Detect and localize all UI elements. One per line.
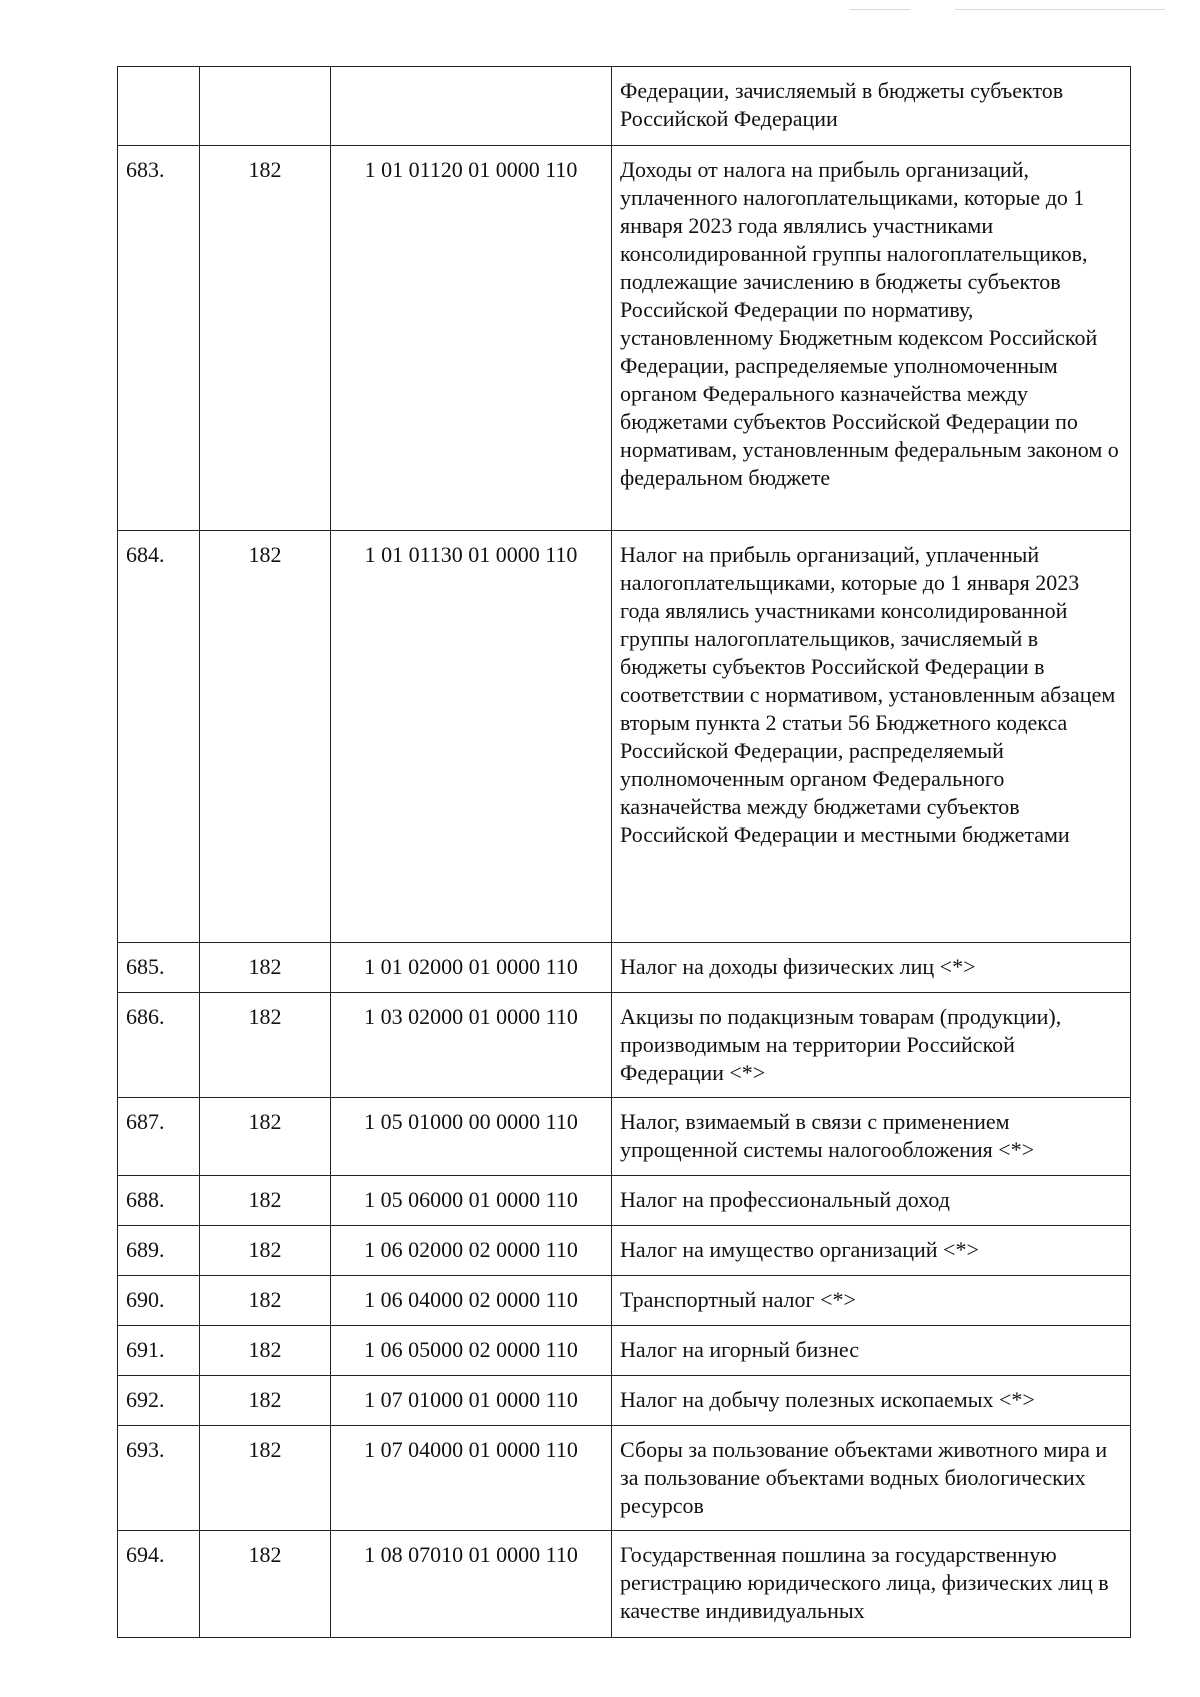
row-number: 686.	[118, 993, 200, 1098]
table-row	[118, 1426, 1131, 1531]
revenue-name: Налог на игорный бизнес	[612, 1326, 1131, 1376]
revenue-name: Налог на доходы физических лиц <*>	[612, 943, 1131, 993]
administrator-code: 182	[200, 1276, 331, 1326]
revenue-name: Налог на профессиональный доход	[612, 1176, 1131, 1226]
administrator-code: 182	[200, 1098, 331, 1176]
budget-classification-code: 1 08 07010 01 0000 110	[331, 1531, 612, 1638]
administrator-code: 182	[200, 1376, 331, 1426]
scan-artifact-top	[850, 9, 910, 10]
row-number: 689.	[118, 1226, 200, 1276]
administrator-code: 182	[200, 1226, 331, 1276]
revenue-name: Акцизы по подакцизным товарам (продукции), производимым на территории Российской Федерации <*>	[612, 993, 1131, 1098]
revenue-name: Налог на прибыль организаций, уплаченный налогоплательщиками, которые до 1 января 2023 года являлись участниками консолидированной группы налогоплательщиков, зачисляемый в бюджеты субъектов Российской Федерации в соответствии с нормативом, установленным абзацем вторым пункта 2 статьи 56 Бюджетного кодекса Российской Федерации, распределяемый уполномоченным органом Федерального казначейства между бюджетами субъектов Российской Федерации и местными бюджетами	[612, 531, 1131, 943]
row-number: 694.	[118, 1531, 200, 1638]
row-number: 687.	[118, 1098, 200, 1176]
row-number: 690.	[118, 1276, 200, 1326]
table-row	[118, 67, 1131, 146]
budget-classification-code: 1 01 01120 01 0000 110	[331, 146, 612, 531]
row-number: 684.	[118, 531, 200, 943]
budget-classification-code: 1 05 01000 00 0000 110	[331, 1098, 612, 1176]
table-row	[118, 531, 1131, 943]
revenue-name: Государственная пошлина за государственную регистрацию юридического лица, физических лиц в качестве индивидуальных	[612, 1531, 1131, 1638]
row-number: 685.	[118, 943, 200, 993]
table-row	[118, 943, 1131, 993]
table-row	[118, 1176, 1131, 1226]
budget-classification-code: 1 05 06000 01 0000 110	[331, 1176, 612, 1226]
budget-classification-code: 1 07 04000 01 0000 110	[331, 1426, 612, 1531]
table-row	[118, 146, 1131, 531]
scan-artifact-top-right	[955, 9, 1165, 10]
budget-classification-code: 1 06 02000 02 0000 110	[331, 1226, 612, 1276]
budget-classification-code: 1 01 02000 01 0000 110	[331, 943, 612, 993]
revenue-name: Сборы за пользование объектами животного мира и за пользование объектами водных биологических ресурсов	[612, 1426, 1131, 1531]
revenue-name: Транспортный налог <*>	[612, 1276, 1131, 1326]
revenue-name: Доходы от налога на прибыль организаций, уплаченного налогоплательщиками, которые до 1 января 2023 года являлись участниками консолидированной группы налогоплательщиков, подлежащие зачислению в бюджеты субъектов Российской Федерации по нормативу, установленному Бюджетным кодексом Российской Федерации, распределяемые уполномоченным органом Федерального казначейства между бюджетами субъектов Российской Федерации по нормативам, установленным федеральным законом о федеральном бюджете	[612, 146, 1131, 531]
budget-classification-code: 1 06 04000 02 0000 110	[331, 1276, 612, 1326]
row-number: 691.	[118, 1326, 200, 1376]
row-number: 693.	[118, 1426, 200, 1531]
table-row	[118, 1326, 1131, 1376]
administrator-code: 182	[200, 531, 331, 943]
budget-classification-code	[331, 67, 612, 146]
row-number	[118, 67, 200, 146]
revenue-name: Налог на добычу полезных ископаемых <*>	[612, 1376, 1131, 1426]
administrator-code: 182	[200, 1531, 331, 1638]
row-number: 688.	[118, 1176, 200, 1226]
table-row	[118, 1376, 1131, 1426]
budget-classification-code: 1 06 05000 02 0000 110	[331, 1326, 612, 1376]
budget-classification-code: 1 03 02000 01 0000 110	[331, 993, 612, 1098]
administrator-code: 182	[200, 993, 331, 1098]
table-row	[118, 1531, 1131, 1638]
administrator-code: 182	[200, 943, 331, 993]
revenue-name: Налог на имущество организаций <*>	[612, 1226, 1131, 1276]
budget-classification-code: 1 01 01130 01 0000 110	[331, 531, 612, 943]
revenue-classification-table	[117, 66, 1131, 1638]
row-number: 692.	[118, 1376, 200, 1426]
administrator-code: 182	[200, 1426, 331, 1531]
table-row	[118, 993, 1131, 1098]
row-number: 683.	[118, 146, 200, 531]
administrator-code: 182	[200, 1176, 331, 1226]
administrator-code: 182	[200, 146, 331, 531]
administrator-code: 182	[200, 1326, 331, 1376]
budget-classification-code: 1 07 01000 01 0000 110	[331, 1376, 612, 1426]
table-row	[118, 1226, 1131, 1276]
table-row	[118, 1098, 1131, 1176]
administrator-code	[200, 67, 331, 146]
revenue-name: Федерации, зачисляемый в бюджеты субъектов Российской Федерации	[612, 67, 1131, 146]
table-row	[118, 1276, 1131, 1326]
revenue-name: Налог, взимаемый в связи с применением упрощенной системы налогообложения <*>	[612, 1098, 1131, 1176]
